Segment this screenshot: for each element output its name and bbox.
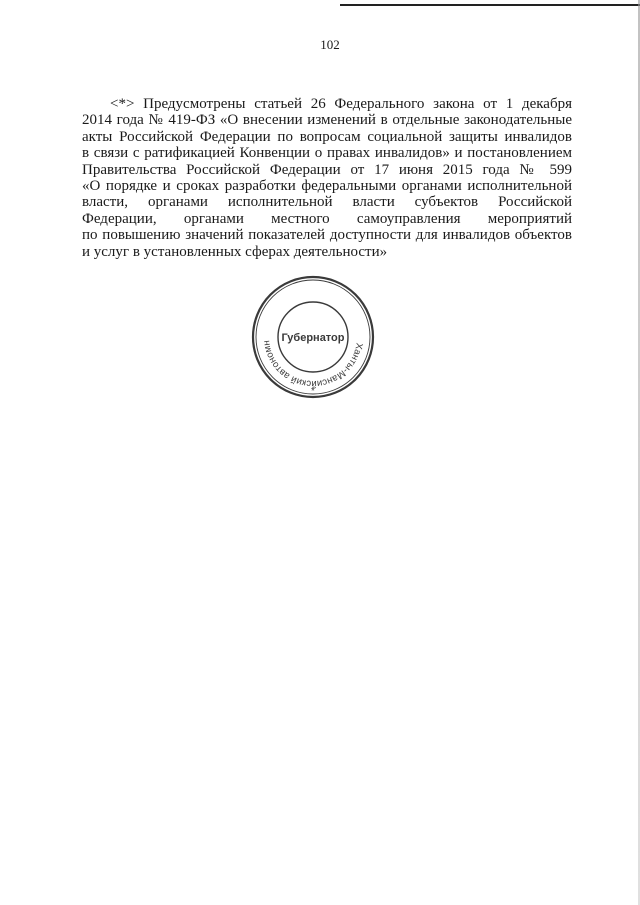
footnote-line: по повышению значений показателей доступности для инвалидов объектов	[82, 227, 572, 244]
footnote-text	[82, 96, 572, 260]
footnote-line: в связи с ратификацией Конвенции о правах инвалидов» и постановлением	[82, 145, 572, 162]
footnote-line: власти, органами исполнительной власти субъектов Российской	[82, 194, 572, 211]
footnote-line: Правительства Российской Федерации от 17 июня 2015 года № 599	[82, 161, 572, 178]
footnote-line: <*> Предусмотрены статьей 26 Федерального закона от 1 декабря	[110, 96, 572, 112]
footnote-line: и услуг в установленных сферах деятельности»	[82, 243, 388, 260]
footnote-line: Федерации, органами местного самоуправления мероприятий	[82, 210, 572, 227]
footnote-line: 2014 года № 419-ФЗ «О внесении изменений в отдельные законодательные	[82, 112, 572, 129]
page-number: 102	[320, 37, 340, 52]
seal-star-icon: *	[311, 386, 315, 397]
governor-seal	[248, 272, 378, 402]
scan-edge-line	[340, 4, 640, 6]
footnote-line: «О порядке и сроках разработки федеральными органами исполнительной	[82, 178, 572, 195]
seal-center-text: Губернатор	[281, 332, 345, 344]
seal-ring-text-path: Ханты-Мансийский автономн	[261, 339, 365, 390]
footnote-line: акты Российской Федерации по вопросам социальной защиты инвалидов	[82, 128, 572, 145]
seal-icon	[248, 272, 378, 402]
